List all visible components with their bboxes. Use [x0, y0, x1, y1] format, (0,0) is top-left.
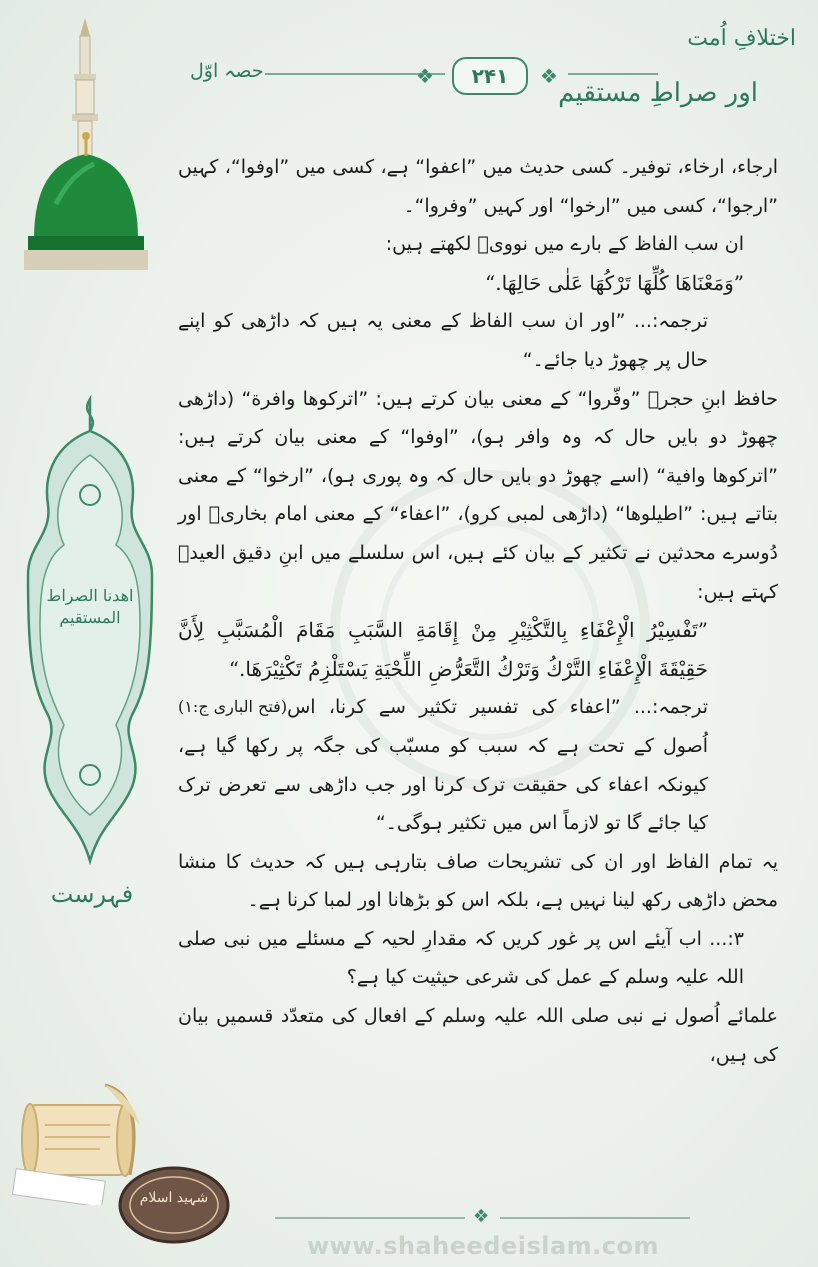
website-url-link[interactable]: www.shaheedeislam.com: [306, 1232, 660, 1260]
page-number-text: ۲۴۱: [471, 64, 509, 88]
header-ornament-left-icon: ❖: [416, 64, 434, 88]
header-ornament-right-icon: ❖: [540, 64, 558, 88]
arabic-quote: ”وَمَعْنَاهَا كُلِّهَا تَرْكُهَا عَلٰى حَالِهَا.“: [484, 270, 744, 295]
paragraph: یہ تمام الفاظ اور ان کی تشریحات صاف بتارہی ہیں کہ حدیث کا منشا محض داڑھی رکھ لینا نہیں ہے، بلکہ اس کو بڑھانا اور لمبا کرنا ہے۔: [178, 850, 778, 912]
section-label: حصہ اوّل: [190, 60, 264, 82]
page-number: [452, 57, 528, 95]
paragraph: ۳:... اب آیئے اس پر غور کریں کہ مقدارِ لحیہ کے مسئلے میں نبی صلی اللہ علیہ وسلم کے عمل کی شرعی حیثیت کیا ہے؟: [178, 927, 744, 989]
footer-ornament-icon: ❖: [473, 1206, 490, 1227]
arabic-quote: [178, 611, 778, 717]
mosque-dome-minaret-image: [16, 14, 156, 274]
footer-rule-left: [275, 1217, 465, 1219]
reference-citation: (فتح الباری ج:۱): [178, 697, 288, 717]
paragraph: ان سب الفاظ کے بارے میں نوویؒ لکھتے ہیں:: [385, 233, 744, 256]
paragraph: حافظ ابنِ حجرؒ ”وفّروا“ کے معنی بیان کرتے ہیں: ”اتركوها وافرة“ (داڑھی چھوڑ دو بایں حال کہ وہ وافر ہو)، ”اوفوا“ کے معنی بیان کرتے ہیں: ”اتركوها وافية“ (اسے چھوڑ دو بایں حال کہ وہ پوری ہو)، ”ارخوا“ کے معنی بتاتے ہیں: ”اطيلوها“ (داڑھی لمبی کرو)، ”اعفاء“ کے معنی امام بخاریؒ اور دُوسرے محدثین نے تکثیر کے بیان کئے ہیں، اس سلسلے میں ابنِ دقیق العیدؒ کہتے ہیں:: [178, 387, 778, 603]
translation: ترجمہ:... ”اعفاء کی تفسیر تکثیر سے کرنا، اس اُصول کے تحت ہے کہ سبب کو مسبّب کی جگہ پر رکھا گیا ہے، کیونکہ اعفاء کی حقیقت ترک کرنا اور جب داڑھی سے تعرض ترک کیا جائے گا تو لازماً اس میں تکثیر ہوگی۔“: [178, 696, 708, 835]
book-title-line1: اختلافِ اُمت: [687, 26, 796, 51]
panel-title: اهدنا الصراط المستقیم: [46, 586, 134, 628]
header-rule-right: [568, 73, 658, 75]
main-text: [178, 148, 778, 1074]
seal-text: شہید اسلام: [139, 1190, 209, 1206]
ornamental-side-panel: [20, 395, 160, 865]
book-title-line2: اور صراطِ مستقیم: [558, 78, 758, 108]
index-link[interactable]: فہرست: [50, 880, 134, 908]
footer-rule-right: [500, 1217, 690, 1219]
paragraph: علمائے اُصول نے نبی صلی اللہ علیہ وسلم کے افعال کی متعدّد قسمیں بیان کی ہیں،: [178, 1005, 778, 1066]
paragraph: ارجاء، ارخاء، توفیر۔ کسی حدیث میں ”اعفوا“ ہے، کسی میں ”اوفوا“، کہیں ”ارجوا“، کسی میں ”ارخوا“ اور کہیں ”وفروا“۔: [178, 156, 778, 217]
arabic-quote-text: ”تَفْسِيْرُ الْإِعْفَاءِ بِالتَّكْثِيْرِ مِنْ إِقَامَةِ السَّبَبِ مَقَامَ الْمُسَبَّبِ لِأَنَّ حَقِيْقَةَ الْإِعْفَاءِ التَّرْكُ وَتَرْكُ التَّعَرُّضِ اللِّحْيَةِ يَسْتَلْزِمُ تَكْثِيْرَهَا.“: [178, 618, 708, 681]
translation: ترجمہ:... ”اور ان سب الفاظ کے معنی یہ ہیں کہ داڑھی کو اپنے حال پر چھوڑ دیا جائے۔“: [178, 310, 708, 371]
